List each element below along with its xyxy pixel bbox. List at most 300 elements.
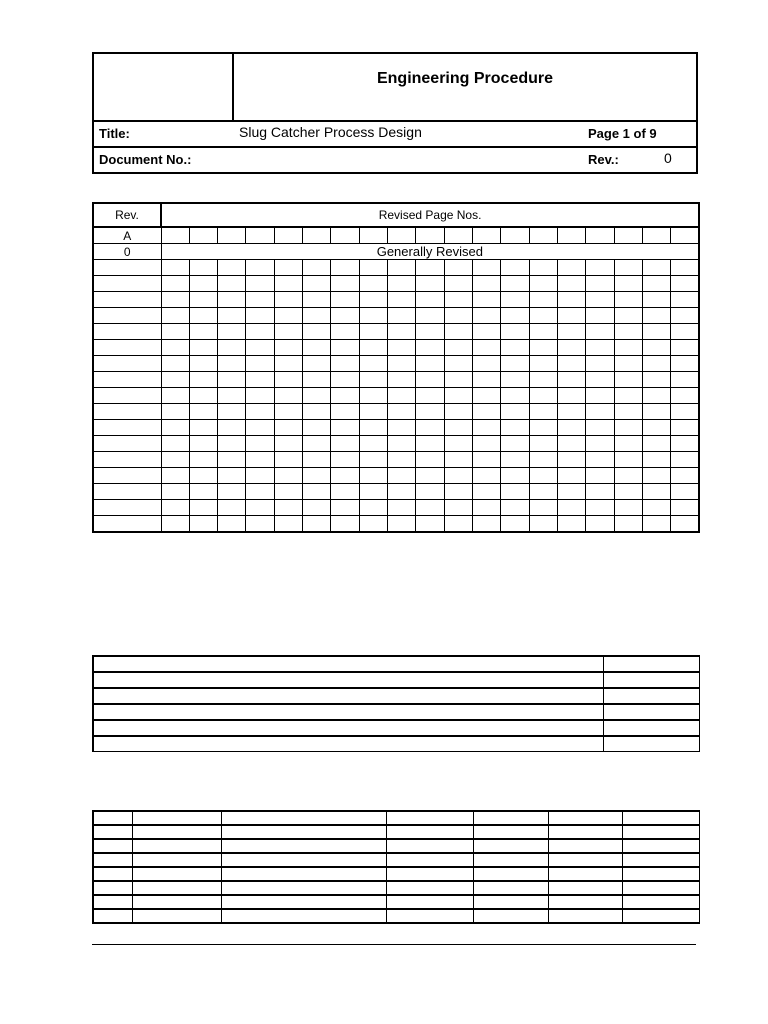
page-cell	[388, 260, 416, 276]
page-cell	[642, 340, 670, 356]
page-cell	[218, 436, 246, 452]
page-cell	[614, 308, 642, 324]
grid-cell	[548, 867, 622, 881]
page-cell	[501, 436, 529, 452]
grid-cell	[622, 867, 699, 881]
grid-cell	[221, 881, 386, 895]
page-cell	[274, 308, 302, 324]
page-cell	[331, 372, 359, 388]
grid-cell	[548, 853, 622, 867]
page-cell	[586, 227, 614, 244]
page-cell	[388, 404, 416, 420]
page-cell	[501, 404, 529, 420]
page-cell	[274, 420, 302, 436]
page-cell	[416, 484, 444, 500]
grid-cell	[221, 867, 386, 881]
page-cell	[671, 484, 700, 500]
page-cell	[472, 356, 500, 372]
page-cell	[444, 324, 472, 340]
page-cell	[161, 452, 189, 468]
grid-cell	[386, 839, 473, 853]
page-cell	[246, 356, 274, 372]
page-cell	[218, 227, 246, 244]
page-cell	[388, 276, 416, 292]
page-cell	[501, 420, 529, 436]
grid-cell	[93, 839, 132, 853]
page-cell	[303, 516, 331, 533]
grid-cell	[386, 909, 473, 923]
page-cell	[303, 468, 331, 484]
page-cell	[671, 452, 700, 468]
page-cell	[586, 324, 614, 340]
page-cell	[359, 420, 387, 436]
revision-value: 0	[664, 150, 672, 166]
page-cell	[472, 292, 500, 308]
ruled-cell	[93, 720, 603, 736]
page-cell	[246, 516, 274, 533]
rev-column-header: Rev.	[93, 203, 161, 227]
grid-cell	[221, 895, 386, 909]
ruled-cell	[603, 688, 699, 704]
page-cell	[246, 404, 274, 420]
page-cell	[303, 420, 331, 436]
grid-cell	[93, 867, 132, 881]
revision-row	[93, 324, 699, 340]
page-cell	[614, 260, 642, 276]
page-cell	[218, 452, 246, 468]
revision-row	[93, 356, 699, 372]
revision-row	[93, 227, 699, 244]
page-cell	[586, 484, 614, 500]
page-cell	[359, 452, 387, 468]
grid-row	[93, 881, 699, 895]
revision-code-cell	[93, 292, 161, 308]
grid-cell	[132, 825, 221, 839]
ruled-cell	[603, 656, 699, 672]
revision-table	[92, 202, 700, 533]
ruled-cell	[603, 736, 699, 752]
grid-cell	[548, 909, 622, 923]
grid-cell	[622, 839, 699, 853]
page-cell	[246, 452, 274, 468]
page-cell	[189, 516, 217, 533]
page-cell	[161, 340, 189, 356]
grid-cell	[386, 853, 473, 867]
page-cell	[444, 276, 472, 292]
revision-code-cell	[93, 436, 161, 452]
page-cell	[642, 468, 670, 484]
page-cell	[444, 516, 472, 533]
page-cell	[529, 388, 557, 404]
page-cell	[444, 436, 472, 452]
grid-cell	[622, 895, 699, 909]
page-cell	[246, 484, 274, 500]
page-cell	[416, 356, 444, 372]
page-cell	[472, 468, 500, 484]
page-cell	[161, 292, 189, 308]
page-cell	[189, 420, 217, 436]
page-cell	[331, 468, 359, 484]
page-cell	[444, 484, 472, 500]
revision-row	[93, 484, 699, 500]
page-cell	[416, 324, 444, 340]
page-cell	[218, 340, 246, 356]
revision-table-header	[93, 203, 699, 227]
page-cell	[586, 292, 614, 308]
page-number: Page 1 of 9	[588, 126, 657, 141]
page-cell	[501, 516, 529, 533]
page-cell	[614, 356, 642, 372]
grid-cell	[93, 881, 132, 895]
grid-row	[93, 895, 699, 909]
page-cell	[529, 468, 557, 484]
page-cell	[586, 452, 614, 468]
page-cell	[388, 500, 416, 516]
page-cell	[189, 227, 217, 244]
revision-row	[93, 308, 699, 324]
page-cell	[642, 372, 670, 388]
page-cell	[161, 388, 189, 404]
grid-cell	[386, 825, 473, 839]
ruled-cell	[93, 672, 603, 688]
ruled-row	[93, 720, 699, 736]
page-cell	[557, 452, 585, 468]
page-cell	[671, 276, 700, 292]
page-cell	[416, 260, 444, 276]
revision-label: Rev.:	[588, 152, 619, 167]
page-cell	[444, 260, 472, 276]
grid-cell	[93, 909, 132, 923]
grid-cell	[386, 811, 473, 825]
page-cell	[359, 516, 387, 533]
revision-code-cell	[93, 276, 161, 292]
page-cell	[501, 227, 529, 244]
grid-cell	[473, 825, 548, 839]
page-cell	[359, 404, 387, 420]
page-cell	[416, 372, 444, 388]
page-cell	[161, 324, 189, 340]
page-cell	[416, 340, 444, 356]
page-cell	[557, 260, 585, 276]
page-cell	[586, 276, 614, 292]
page-cell	[642, 436, 670, 452]
page-cell	[444, 388, 472, 404]
ruled-cell	[93, 656, 603, 672]
page-cell	[331, 516, 359, 533]
page-cell	[274, 388, 302, 404]
page-cell	[218, 260, 246, 276]
page-cell	[359, 292, 387, 308]
document-number-label: Document No.:	[99, 152, 192, 167]
page-cell	[501, 468, 529, 484]
page-cell	[444, 404, 472, 420]
grid-cell	[548, 881, 622, 895]
page-cell	[189, 372, 217, 388]
revised-pages-header: Revised Page Nos.	[161, 203, 699, 227]
page-cell	[303, 388, 331, 404]
page-cell	[359, 324, 387, 340]
page-cell	[614, 436, 642, 452]
grid-cell	[386, 867, 473, 881]
page-cell	[557, 308, 585, 324]
page-cell	[274, 276, 302, 292]
page-cell	[303, 324, 331, 340]
page-cell	[274, 356, 302, 372]
page-cell	[161, 420, 189, 436]
page-cell	[218, 356, 246, 372]
grid-cell	[221, 811, 386, 825]
revision-code-cell	[93, 500, 161, 516]
page-cell	[557, 500, 585, 516]
page-cell	[416, 227, 444, 244]
page-cell	[331, 420, 359, 436]
page-cell	[303, 292, 331, 308]
page-cell	[529, 500, 557, 516]
page-cell	[642, 452, 670, 468]
ruled-cell	[93, 736, 603, 752]
page-cell	[218, 372, 246, 388]
page-cell	[586, 420, 614, 436]
page-cell	[586, 340, 614, 356]
revision-code-cell	[93, 372, 161, 388]
page-cell	[246, 276, 274, 292]
grid-cell	[93, 825, 132, 839]
ruled-row	[93, 656, 699, 672]
page-cell	[416, 500, 444, 516]
page-cell	[501, 340, 529, 356]
grid-cell	[548, 825, 622, 839]
page-cell	[586, 388, 614, 404]
page-cell	[642, 308, 670, 324]
page-cell	[671, 260, 700, 276]
page-cell	[246, 227, 274, 244]
page-cell	[472, 324, 500, 340]
page-cell	[303, 372, 331, 388]
page-cell	[444, 452, 472, 468]
page-cell	[444, 420, 472, 436]
revision-row	[93, 420, 699, 436]
page-cell	[557, 404, 585, 420]
page-cell	[388, 340, 416, 356]
page-cell	[416, 388, 444, 404]
page-cell	[671, 292, 700, 308]
page-cell	[642, 324, 670, 340]
page-cell	[161, 436, 189, 452]
page-cell	[557, 324, 585, 340]
page-cell	[189, 452, 217, 468]
page-cell	[274, 436, 302, 452]
header-divider	[94, 120, 696, 122]
page-cell	[274, 484, 302, 500]
page-cell	[472, 308, 500, 324]
page-cell	[501, 388, 529, 404]
page-cell	[586, 260, 614, 276]
page-cell	[416, 420, 444, 436]
page-cell	[501, 452, 529, 468]
page-cell	[529, 372, 557, 388]
page-cell	[614, 404, 642, 420]
page-cell	[189, 484, 217, 500]
page-cell	[388, 308, 416, 324]
page-cell	[472, 388, 500, 404]
page-cell	[472, 500, 500, 516]
page-cell	[274, 227, 302, 244]
grid-cell	[93, 853, 132, 867]
page-cell	[444, 468, 472, 484]
page-cell	[501, 500, 529, 516]
revision-code-cell	[93, 404, 161, 420]
grid-row	[93, 853, 699, 867]
grid-cell	[473, 811, 548, 825]
grid-cell	[386, 895, 473, 909]
grid-cell	[622, 909, 699, 923]
page-cell	[303, 500, 331, 516]
page-cell	[529, 276, 557, 292]
page-cell	[472, 404, 500, 420]
page-cell	[189, 276, 217, 292]
grid-row	[93, 811, 699, 825]
page-cell	[501, 356, 529, 372]
page-cell	[246, 308, 274, 324]
page-cell	[359, 260, 387, 276]
page-cell	[161, 276, 189, 292]
page-cell	[472, 340, 500, 356]
page-cell	[529, 484, 557, 500]
revision-code-cell	[93, 260, 161, 276]
revision-code-cell: A	[93, 227, 161, 244]
page-cell	[529, 356, 557, 372]
page-cell	[303, 308, 331, 324]
page-cell	[218, 308, 246, 324]
page-cell	[586, 308, 614, 324]
page-cell	[642, 276, 670, 292]
page-cell	[529, 227, 557, 244]
grid-cell	[132, 811, 221, 825]
page-cell	[303, 452, 331, 468]
page-cell	[444, 372, 472, 388]
page-cell	[246, 324, 274, 340]
page-cell	[529, 340, 557, 356]
grid-row	[93, 909, 699, 923]
revision-note-cell: Generally Revised	[161, 244, 699, 260]
page-cell	[218, 484, 246, 500]
grid-cell	[132, 839, 221, 853]
grid-cell	[221, 853, 386, 867]
page-cell	[161, 484, 189, 500]
page-cell	[388, 388, 416, 404]
page-cell	[359, 500, 387, 516]
page-cell	[671, 340, 700, 356]
page-cell	[274, 500, 302, 516]
page-cell	[501, 260, 529, 276]
page-cell	[671, 227, 700, 244]
page-cell	[586, 516, 614, 533]
page-cell	[614, 484, 642, 500]
page-cell	[189, 404, 217, 420]
page-cell	[303, 260, 331, 276]
grid-cell	[622, 825, 699, 839]
revision-row	[93, 500, 699, 516]
grid-cell	[132, 881, 221, 895]
page-cell	[529, 516, 557, 533]
page-cell	[557, 276, 585, 292]
page-cell	[614, 468, 642, 484]
page-cell	[274, 452, 302, 468]
revision-row	[93, 244, 699, 260]
page-cell	[303, 356, 331, 372]
page-cell	[416, 308, 444, 324]
ruled-cell	[603, 672, 699, 688]
page-cell	[274, 372, 302, 388]
page-cell	[529, 420, 557, 436]
page-cell	[501, 372, 529, 388]
ruled-row	[93, 672, 699, 688]
grid-cell	[386, 881, 473, 895]
grid-cell	[548, 839, 622, 853]
page-cell	[303, 436, 331, 452]
page-cell	[218, 420, 246, 436]
page-cell	[246, 260, 274, 276]
page-cell	[444, 308, 472, 324]
revision-code-cell	[93, 420, 161, 436]
page-cell	[161, 372, 189, 388]
page-cell	[189, 436, 217, 452]
page-cell	[416, 436, 444, 452]
revision-row	[93, 436, 699, 452]
page-cell	[642, 420, 670, 436]
page-cell	[501, 324, 529, 340]
page-cell	[671, 324, 700, 340]
revision-row	[93, 276, 699, 292]
page-cell	[331, 388, 359, 404]
page-cell	[388, 356, 416, 372]
page-cell	[472, 227, 500, 244]
page-cell	[189, 308, 217, 324]
ruled-cell	[93, 688, 603, 704]
page-cell	[671, 468, 700, 484]
page-cell	[416, 468, 444, 484]
revision-row	[93, 516, 699, 533]
page-cell	[529, 436, 557, 452]
page-cell	[642, 516, 670, 533]
revision-code-cell	[93, 516, 161, 533]
page-cell	[161, 404, 189, 420]
page-cell	[614, 388, 642, 404]
page-cell	[529, 292, 557, 308]
page-cell	[331, 227, 359, 244]
grid-cell	[93, 895, 132, 909]
page-cell	[189, 324, 217, 340]
page-cell	[359, 308, 387, 324]
page-cell	[416, 276, 444, 292]
page-cell	[388, 484, 416, 500]
page-cell	[303, 227, 331, 244]
page-cell	[331, 276, 359, 292]
page-cell	[331, 324, 359, 340]
page-cell	[671, 356, 700, 372]
revision-row	[93, 452, 699, 468]
page-cell	[529, 404, 557, 420]
page-cell	[274, 516, 302, 533]
revision-code-cell: 0	[93, 244, 161, 260]
page-cell	[218, 292, 246, 308]
page-cell	[472, 436, 500, 452]
page-cell	[189, 292, 217, 308]
page-cell	[557, 340, 585, 356]
revision-row	[93, 292, 699, 308]
page-cell	[557, 516, 585, 533]
page-cell	[359, 372, 387, 388]
